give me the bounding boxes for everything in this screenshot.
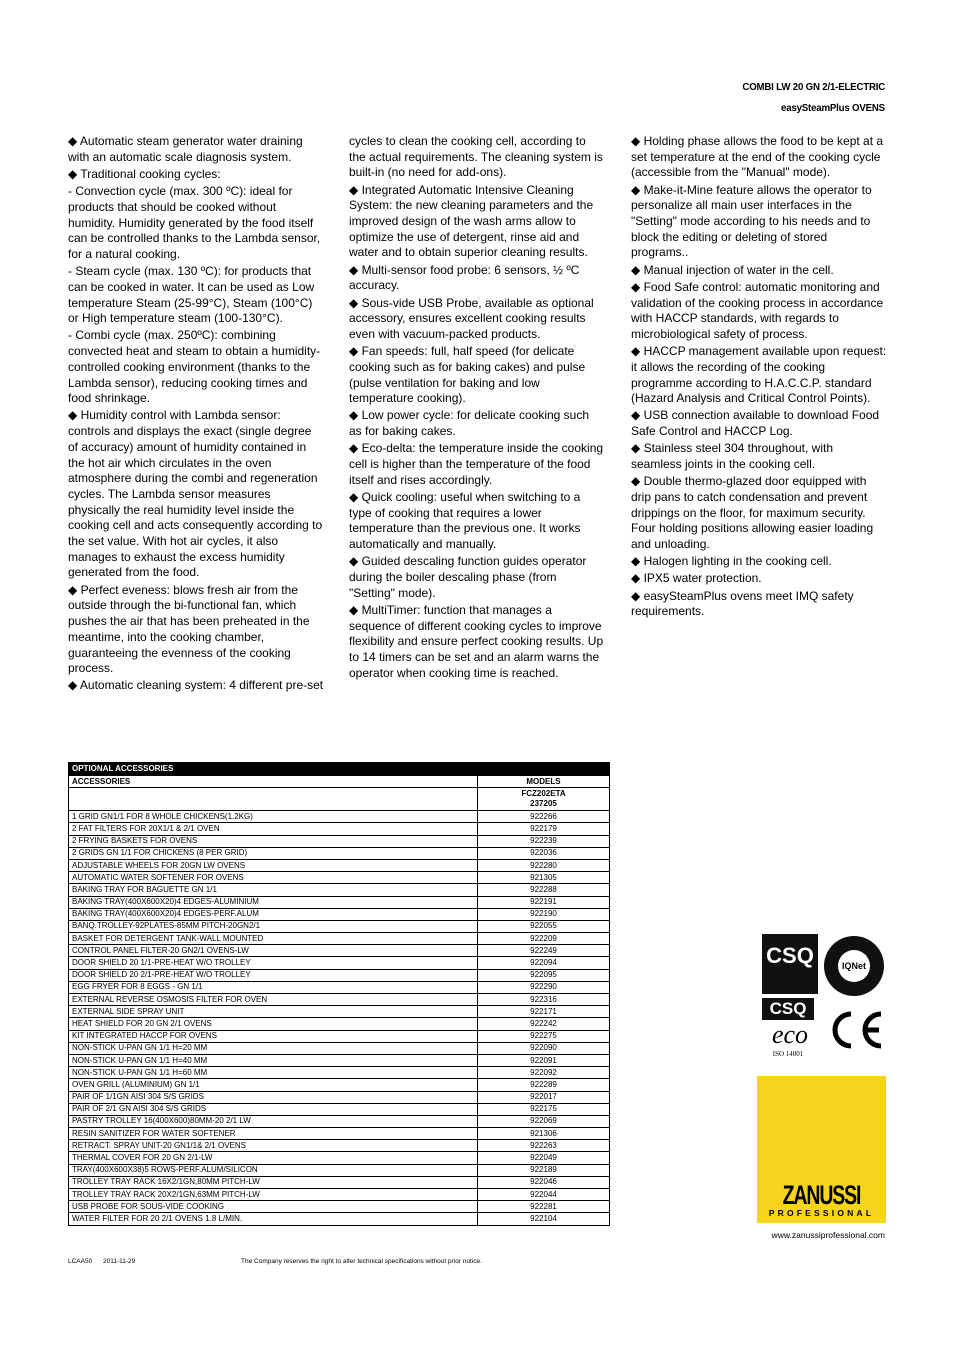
feature-paragraph: ◆ Holding phase allows the food to be kept at a set temperature at the end of the cooking cycle (accessible from the "Manual" mode).: [631, 134, 884, 180]
accessory-name: NON-STICK U-PAN GN 1/1 H=40 MM: [69, 1054, 478, 1066]
accessory-code: 922094: [478, 957, 610, 969]
table-row: [69, 981, 610, 993]
model-number: 237205: [530, 799, 557, 809]
features-column-1: [68, 134, 324, 696]
accessory-name: 2 FAT FILTERS FOR 20X1/1 & 2/1 OVEN: [69, 823, 478, 835]
feature-paragraph: - Convection cycle (max. 300 ºC): ideal for products that should be cooked without humidity. Humidity generated by the food itself can be controlled thanks to the Lambda sensor, for a natural cooking.: [68, 184, 321, 261]
table-row: [69, 1103, 610, 1115]
features-column-3: [631, 134, 887, 622]
feature-paragraph: ◆ Low power cycle: for delicate cooking such as for baking cakes.: [349, 408, 590, 439]
feature-paragraph: ◆ Double thermo-glazed door equipped with drip pans to catch condensation and prevent drippings on the floor, for maximum security. Four holding positions allowing easier loading and unloading.: [631, 474, 874, 552]
feature-paragraph: ◆ Make-it-Mine feature allows the operator to personalize all main user interfaces in the "Setting" mode according to his needs and to block the editing or deleting of stored programs..: [631, 182, 872, 260]
accessory-name: CONTROL PANEL FILTER-20 GN2/1 OVENS-LW: [69, 945, 478, 957]
accessory-code: 922069: [478, 1115, 610, 1127]
table-row: [69, 1152, 610, 1164]
accessory-code: 922266: [478, 811, 610, 823]
table-row: [69, 945, 610, 957]
accessory-code: 922171: [478, 1006, 610, 1018]
table-row: [69, 884, 610, 896]
feature-paragraph: ◆ USB connection available to download Food Safe Control and HACCP Log.: [631, 408, 880, 439]
accessory-code: 922290: [478, 981, 610, 993]
accessory-code: 922090: [478, 1042, 610, 1054]
table-row: [69, 1140, 610, 1152]
accessory-code: 922095: [478, 969, 610, 981]
accessory-name: ADJUSTABLE WHEELS FOR 20GN LW OVENS: [69, 859, 478, 871]
accessory-name: PASTRY TROLLEY 16(400X600)80MM-20 2/1 LW: [69, 1115, 478, 1127]
iqnet-logo: [824, 936, 884, 996]
table-row: [69, 1018, 610, 1030]
table-row: [69, 835, 610, 847]
doc-code: LCAA50: [68, 1258, 93, 1265]
models-header: MODELS: [478, 776, 610, 788]
accessory-code: 922280: [478, 859, 610, 871]
feature-paragraph: ◆ Traditional cooking cycles:: [68, 166, 221, 181]
legal-notice: The Company reserves the right to alter technical specifications without prior notice.: [241, 1258, 482, 1265]
accessory-name: EXTERNAL REVERSE OSMOSIS FILTER FOR OVEN: [69, 994, 478, 1006]
iso-label: ISO 14001: [772, 1050, 804, 1058]
product-line: easySteamPlus OVENS: [781, 102, 885, 114]
table-row: [69, 908, 610, 920]
accessory-code: 922091: [478, 1054, 610, 1066]
feature-paragraph: ◆ Sous-vide USB Probe, available as optional accessory, ensures excellent cooking results even with vacuum-packed products.: [349, 295, 594, 341]
accessory-code: 922044: [478, 1189, 610, 1201]
accessory-name: DOOR SHIELD 20 1/1-PRE-HEAT W/O TROLLEY: [69, 957, 478, 969]
table-row: [69, 1128, 610, 1140]
table-row: [69, 994, 610, 1006]
accessory-name: EXTERNAL SIDE SPRAY UNIT: [69, 1006, 478, 1018]
table-row: [69, 1176, 610, 1188]
feature-paragraph: - Steam cycle (max. 130 ºC): for products that can be cooked in water. It can be used as Low temperature Steam (25-99°C), Steam (100°C) or High temperature steam (100-130°C).: [68, 264, 315, 326]
table-row: [69, 1030, 610, 1042]
feature-paragraph: - Combi cycle (max. 250ºC): combining convected heat and steam to obtain a humidity-controlled cooking environment (thanks to the Lambda sensor), reducing cooking times and food shrinkage.: [68, 328, 321, 406]
accessory-name: 2 FRYING BASKETS FOR OVENS: [69, 835, 478, 847]
accessory-name: OVEN GRILL (ALUMINIUM) GN 1/1: [69, 1079, 478, 1091]
feature-paragraph: ◆ Manual injection of water in the cell.: [631, 262, 834, 277]
accessory-name: NON-STICK U-PAN GN 1/1 H=20 MM: [69, 1042, 478, 1054]
feature-paragraph: ◆ Guided descaling function guides operator during the boiler descaling phase (from "Setting" mode).: [349, 554, 587, 600]
website-link[interactable]: www.zanussiprofessional.com: [771, 1230, 885, 1240]
accessory-name: THERMAL COVER FOR 20 GN 2/1-LW: [69, 1152, 478, 1164]
table-row: [69, 1006, 610, 1018]
csq-logo: [762, 934, 818, 994]
accessory-code: 922017: [478, 1091, 610, 1103]
table-row: [69, 859, 610, 871]
feature-paragraph: ◆ HACCP management available upon request: it allows the recording of the cooking programme according to H.A.C.C.P. standard (Hazard Analysis and Critical Control Points).: [631, 344, 887, 406]
feature-paragraph: ◆ Halogen lighting in the cooking cell.: [631, 554, 832, 569]
accessory-code: 921306: [478, 1128, 610, 1140]
feature-paragraph: ◆ Automatic steam generator water draining with an automatic scale diagnosis system.: [68, 134, 303, 164]
accessory-name: RETRACT. SPRAY UNIT-20 GN1/1& 2/1 OVENS: [69, 1140, 478, 1152]
table-row: [69, 1115, 610, 1127]
table-row: [69, 969, 610, 981]
table-row: [69, 1213, 610, 1225]
accessory-name: BAKING TRAY(400X600X20)4 EDGES-PERF.ALUM: [69, 908, 478, 920]
accessory-name: RESIN SANITIZER FOR WATER SOFTENER: [69, 1128, 478, 1140]
accessory-name: KIT INTEGRATED HACCP FOR OVENS: [69, 1030, 478, 1042]
accessory-name: EGG FRYER FOR 8 EGGS - GN 1/1: [69, 981, 478, 993]
brand-sub: PROFESSIONAL: [768, 1208, 875, 1218]
feature-paragraph: ◆ Stainless steel 304 throughout, with seamless joints in the cooking cell.: [631, 441, 834, 472]
accessory-name: 1 GRID GN1/1 FOR 8 WHOLE CHICKENS(1.2KG): [69, 811, 478, 823]
table-row: [69, 1164, 610, 1176]
accessory-code: 922046: [478, 1176, 610, 1188]
table-row: [69, 1091, 610, 1103]
feature-paragraph: ◆ easySteamPlus ovens meet IMQ safety requirements.: [631, 588, 854, 619]
table-row: [69, 1067, 610, 1079]
model-code: FCZ202ETA: [521, 789, 566, 799]
accessory-code: 922263: [478, 1140, 610, 1152]
table-row: [69, 1189, 610, 1201]
accessory-code: 922036: [478, 847, 610, 859]
accessory-code: 922179: [478, 823, 610, 835]
accessory-name: BANQ.TROLLEY-92PLATES-85MM PITCH-20GN2/1: [69, 920, 478, 932]
accessory-name: TRAY(400X600X38)5 ROWS-PERF.ALUM/SILICON: [69, 1164, 478, 1176]
accessory-name: 2 GRIDS GN 1/1 FOR CHICKENS (8 PER GRID): [69, 847, 478, 859]
accessory-code: 921305: [478, 872, 610, 884]
table-row: [69, 811, 610, 823]
table-row: [69, 896, 610, 908]
accessory-name: BASKET FOR DETERGENT TANK-WALL MOUNTED: [69, 933, 478, 945]
table-row: [69, 957, 610, 969]
accessory-code: 922190: [478, 908, 610, 920]
feature-paragraph: ◆ Perfect eveness: blows fresh air from the outside through the bi-functional fan, which pushes the air that has been preheated in the meantime, into the cooking chamber, guaranteeing the evenness of the cooking process.: [68, 582, 310, 676]
feature-paragraph: ◆ Integrated Automatic Intensive Cleaning System: the new cleaning parameters and the improved design of the wash arms allow to optimize the use of detergent, rinse aid and water and to obtain superior cleaning results.: [349, 182, 594, 260]
accessory-name: DOOR SHIELD 20 2/1-PRE-HEAT W/O TROLLEY: [69, 969, 478, 981]
table-row: [69, 1201, 610, 1213]
accessory-code: 922209: [478, 933, 610, 945]
accessory-code: 922288: [478, 884, 610, 896]
csq-eco-logo: CSQ: [762, 998, 814, 1020]
accessories-title: OPTIONAL ACCESSORIES: [69, 763, 610, 776]
accessory-code: 922092: [478, 1067, 610, 1079]
accessory-name: HEAT SHIELD FOR 20 GN 2/1 OVENS: [69, 1018, 478, 1030]
eco-logo: eco: [771, 1020, 809, 1049]
feature-paragraph: ◆ MultiTimer: function that manages a sequence of different cooking cycles to improve flexibility and ensure perfect cooking results. Up to 14 timers can be set and an alarm warns the operator when cooking time is reached.: [349, 602, 604, 680]
accessory-code: 922242: [478, 1018, 610, 1030]
table-row: [69, 1042, 610, 1054]
accessory-code: 922239: [478, 835, 610, 847]
accessory-code: 922191: [478, 896, 610, 908]
csq-logo-text: CSQ: [766, 943, 814, 968]
table-row: [69, 1054, 610, 1066]
accessories-table: [68, 762, 610, 1226]
table-row: [69, 847, 610, 859]
brand-logo: [757, 1076, 886, 1223]
ce-mark-icon: [824, 1006, 886, 1054]
accessory-name: TROLLEY TRAY RACK 20X2/1GN,63MM PITCH-LW: [69, 1189, 478, 1201]
feature-paragraph: ◆ Fan speeds: full, half speed (for delicate cooking such as for baking cakes) and pulse (pulse ventilation for baking and low temperature cooking).: [349, 344, 586, 406]
doc-date: 2011-11-29: [103, 1258, 136, 1265]
accessory-name: WATER FILTER FOR 20 2/1 OVENS 1.8 L/MIN.: [69, 1213, 478, 1225]
accessory-name: NON-STICK U-PAN GN 1/1 H=60 MM: [69, 1067, 478, 1079]
table-row: [69, 1079, 610, 1091]
accessory-name: BAKING TRAY(400X600X20)4 EDGES-ALUMINIUM: [69, 896, 478, 908]
table-row: [69, 920, 610, 932]
accessory-code: 922249: [478, 945, 610, 957]
accessories-header: ACCESSORIES: [69, 776, 478, 788]
accessory-name: AUTOMATIC WATER SOFTENER FOR OVENS: [69, 872, 478, 884]
accessory-code: 922055: [478, 920, 610, 932]
feature-paragraph: cycles to clean the cooking cell, according to the actual requirements. The cleaning system is built-in (no need for add-ons).: [349, 134, 603, 180]
feature-paragraph: ◆ Food Safe control: automatic monitoring and validation of the cooking process in accordance with HACCP standards, with regards to microbiological safety of process.: [631, 279, 884, 341]
model-spacer: [69, 788, 478, 811]
accessory-name: PAIR OF 1/1GN AISI 304 S/S GRIDS: [69, 1091, 478, 1103]
iqnet-ring-text: [824, 936, 884, 996]
accessory-name: TROLLEY TRAY RACK 16X2/1GN,80MM PITCH-LW: [69, 1176, 478, 1188]
feature-paragraph: ◆ Eco-delta: the temperature inside the cooking cell is higher than the temperature of the food itself and rises accordingly.: [349, 441, 604, 487]
iqnet-logo-text: IQNet: [838, 950, 870, 982]
accessory-name: BAKING TRAY FOR BAGUETTE GN 1/1: [69, 884, 478, 896]
accessory-code: 922189: [478, 1164, 610, 1176]
table-row: [69, 933, 610, 945]
accessory-code: 922049: [478, 1152, 610, 1164]
table-row: [69, 823, 610, 835]
accessory-code: 922281: [478, 1201, 610, 1213]
accessory-code: 922104: [478, 1213, 610, 1225]
model-header: [478, 788, 610, 811]
table-row: [69, 872, 610, 884]
accessory-code: 922289: [478, 1079, 610, 1091]
accessory-code: 922275: [478, 1030, 610, 1042]
certification-logos: [762, 934, 888, 1064]
accessory-code: 922175: [478, 1103, 610, 1115]
product-title: COMBI LW 20 GN 2/1-ELECTRIC: [742, 81, 885, 93]
accessory-name: USB PROBE FOR SOUS-VIDE COOKING: [69, 1201, 478, 1213]
feature-paragraph: ◆ Multi-sensor food probe: 6 sensors, ½ ºC accuracy.: [349, 262, 580, 293]
feature-paragraph: ◆ Humidity control with Lambda sensor: controls and displays the exact (single degree of accuracy) amount of humidity contained in the hot air which circulates in the oven atmosphere during the combi and regeneration cycles. The Lambda sensor measures physically the real humidity level inside the cooking cell and acts consequently according to the set value. With hot air cycles, it also manages to exhaust the excess humidity generated from the food.: [68, 408, 323, 580]
brand-name: ZANUSSI: [782, 1180, 861, 1210]
accessory-code: 922316: [478, 994, 610, 1006]
feature-paragraph: ◆ Automatic cleaning system: 4 different pre-set: [68, 678, 324, 693]
accessory-name: PAIR OF 2/1 GN AISI 304 S/S GRIDS: [69, 1103, 478, 1115]
features-column-2: [349, 134, 605, 683]
feature-paragraph: ◆ Quick cooling: useful when switching to a type of cooking that requires a lower temperature than the previous one. It works automatically and manually.: [349, 489, 581, 552]
feature-paragraph: ◆ IPX5 water protection.: [631, 571, 762, 586]
